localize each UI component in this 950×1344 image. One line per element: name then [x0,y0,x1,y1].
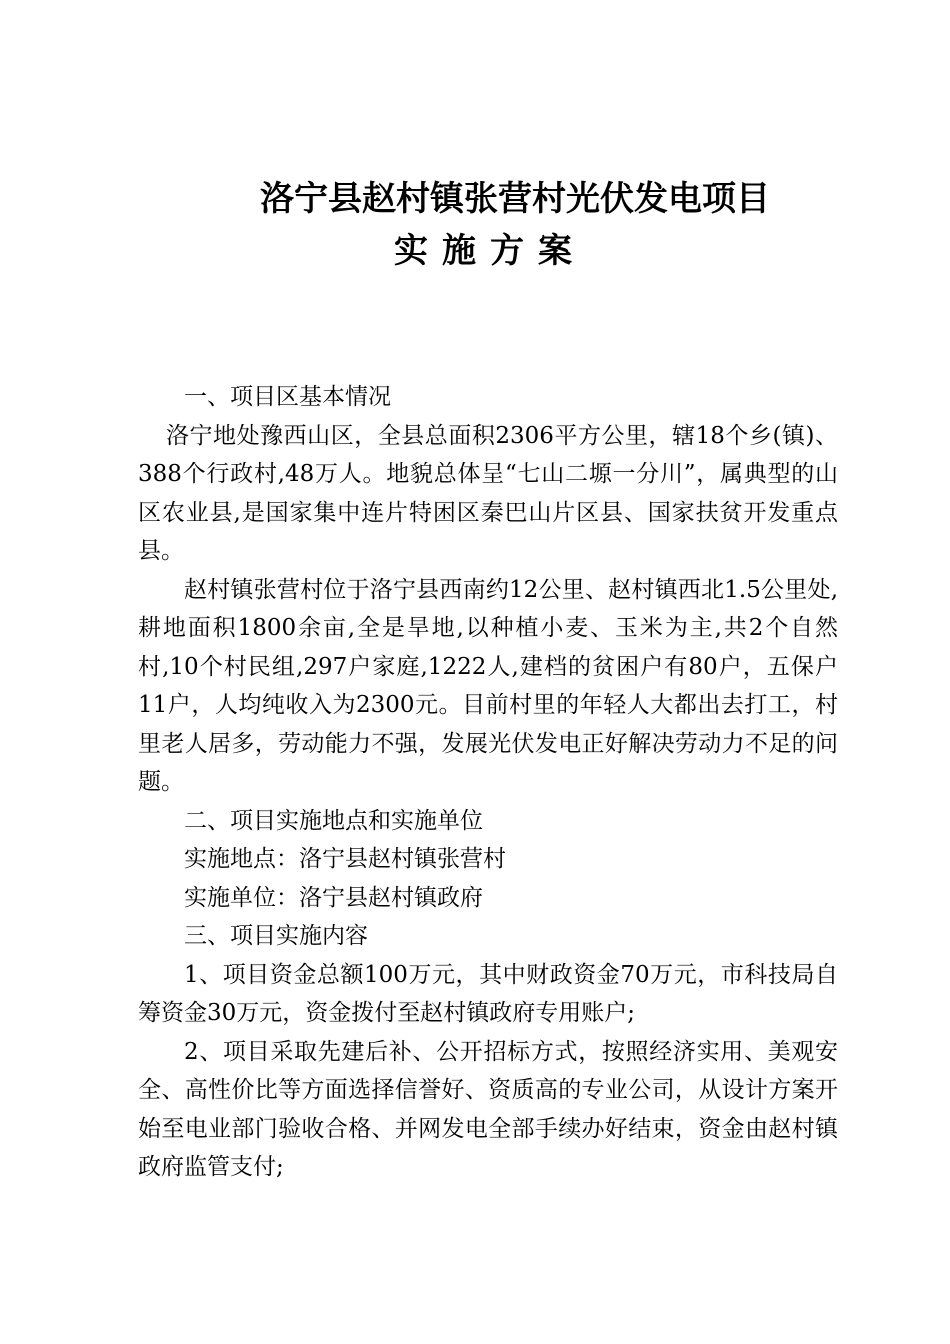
section-1-paragraph-2: 赵村镇张营村位于洛宁县西南约12公里、赵村镇西北1.5公里处,耕地面积1800余亩,全是旱地,以种植小麦、玉米为主,共2个自然村,10个村民组,297户家庭,1222人,建档的贫困户有80户，五保户11户，人均纯收入为2300元。目前村里的年轻人大都出去打工，村里老人居多，劳动能力不强，发展光伏发电正好解决劳动力不足的问题。 [138,576,838,795]
section-3-item-1: 1、项目资金总额100万元，其中财政资金70万元，市科技局自筹资金30万元，资金拨付至赵村镇政府专用账户; [138,961,838,1026]
document-title: 洛宁县赵村镇张营村光伏发电项目 [260,179,770,219]
document-subtitle: 实施方案 [394,231,586,271]
implementation-location: 实施地点：洛宁县赵村镇张营村 [184,846,506,872]
section-3-heading: 三、项目实施内容 [184,923,368,949]
document-body [138,378,838,1187]
section-3-item-2: 2、项目采取先建后补、公开招标方式，按照经济实用、美观安全、高性价比等方面选择信誉好、资质高的专业公司，从设计方案开始至电业部门验收合格、并网发电全部手续办好结束，资金由赵村镇政府监管支付; [138,1038,838,1180]
section-1-paragraph-1: 洛宁地处豫西山区，全县总面积2306平方公里，辖18个乡(镇)、388个行政村,48万人。地貌总体呈“七山二塬一分川”，属典型的山区农业县,是国家集中连片特困区秦巴山片区县、国家扶贫开发重点县。 [138,422,838,564]
implementation-unit: 实施单位：洛宁县赵村镇政府 [184,884,483,911]
section-1-heading: 一、项目区基本情况 [184,384,391,410]
section-2-heading: 二、项目实施地点和实施单位 [184,807,483,834]
